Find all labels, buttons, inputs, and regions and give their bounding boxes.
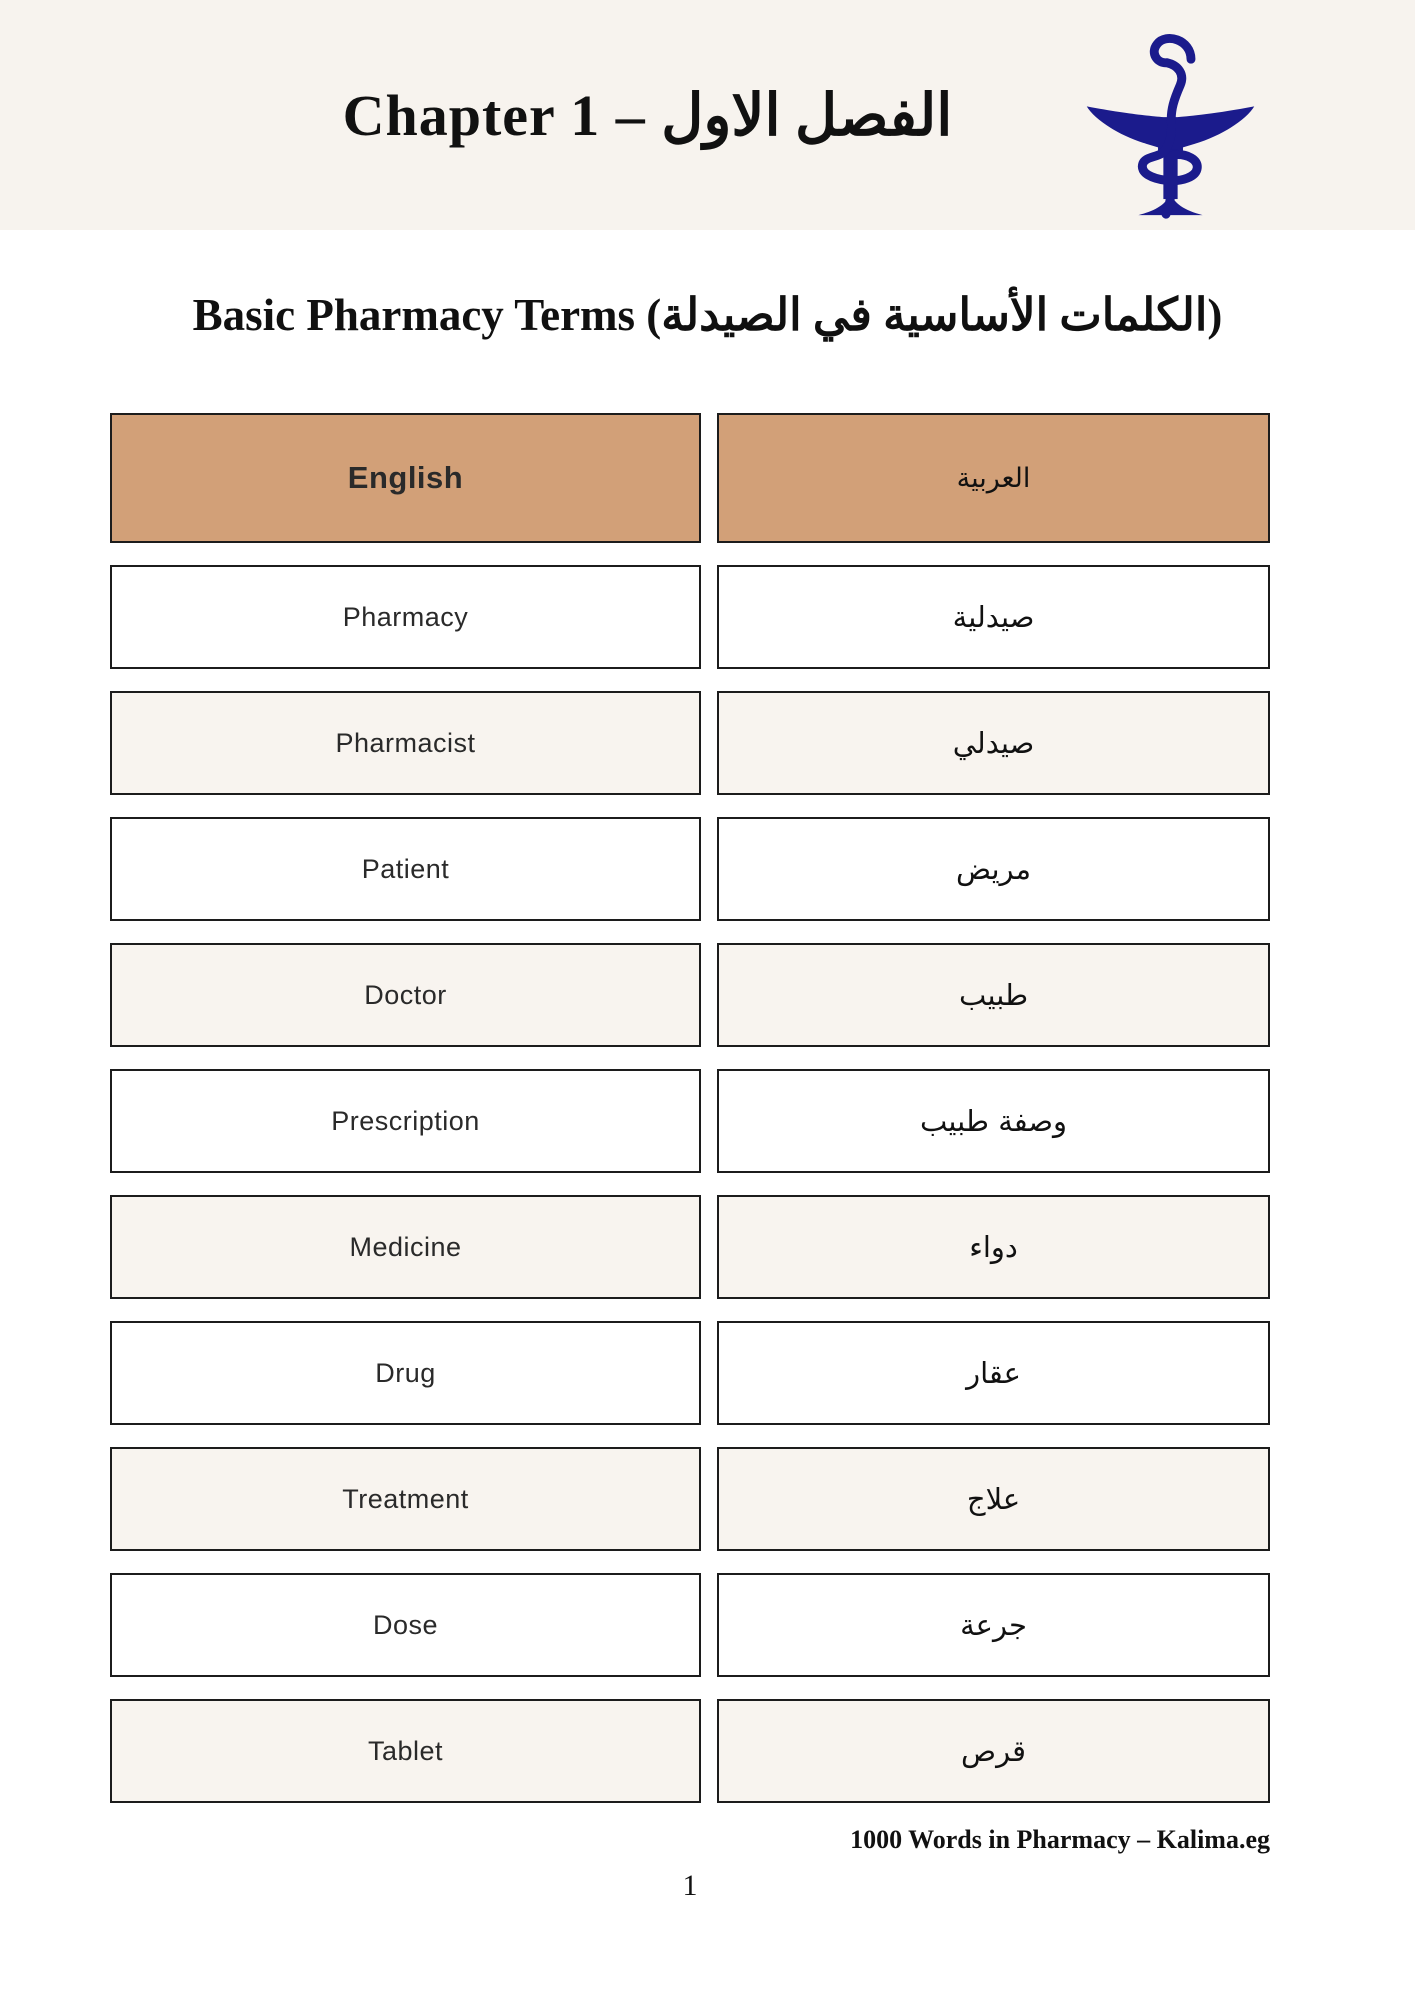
table-cell-arabic: مريض xyxy=(717,817,1270,921)
chapter-title: Chapter 1 – الفصل الاول xyxy=(342,83,953,148)
table-cell-arabic: جرعة xyxy=(717,1573,1270,1677)
table-cell-english: Pharmacy xyxy=(110,565,701,669)
bowl-of-hygieia-icon xyxy=(1078,28,1263,224)
table-cell-english: Treatment xyxy=(110,1447,701,1551)
table-cell-english: Patient xyxy=(110,817,701,921)
table-cell-arabic: دواء xyxy=(717,1195,1270,1299)
table-cell-english: Doctor xyxy=(110,943,701,1047)
column-header-english: English xyxy=(110,413,701,543)
section-title: Basic Pharmacy Terms (الكلمات الأساسية في الصيدلة) xyxy=(192,290,1223,340)
column-header-arabic: العربية xyxy=(717,413,1270,543)
page-header xyxy=(0,0,1415,230)
vocab-table xyxy=(110,413,1270,1803)
table-cell-english: Prescription xyxy=(110,1069,701,1173)
table-cell-arabic: صيدلية xyxy=(717,565,1270,669)
table-cell-arabic: علاج xyxy=(717,1447,1270,1551)
table-cell-arabic: عقار xyxy=(717,1321,1270,1425)
table-cell-arabic: وصفة طبيب xyxy=(717,1069,1270,1173)
table-cell-english: Pharmacist xyxy=(110,691,701,795)
page-number: 1 xyxy=(682,1869,698,1902)
table-cell-arabic: طبيب xyxy=(717,943,1270,1047)
table-cell-english: Medicine xyxy=(110,1195,701,1299)
table-cell-english: Tablet xyxy=(110,1699,701,1803)
table-cell-english: Drug xyxy=(110,1321,701,1425)
book-title: 1000 Words in Pharmacy – Kalima.eg xyxy=(850,1825,1270,1854)
table-cell-arabic: صيدلي xyxy=(717,691,1270,795)
table-cell-english: Dose xyxy=(110,1573,701,1677)
table-cell-arabic: قرص xyxy=(717,1699,1270,1803)
vocab-section xyxy=(110,413,1270,1903)
